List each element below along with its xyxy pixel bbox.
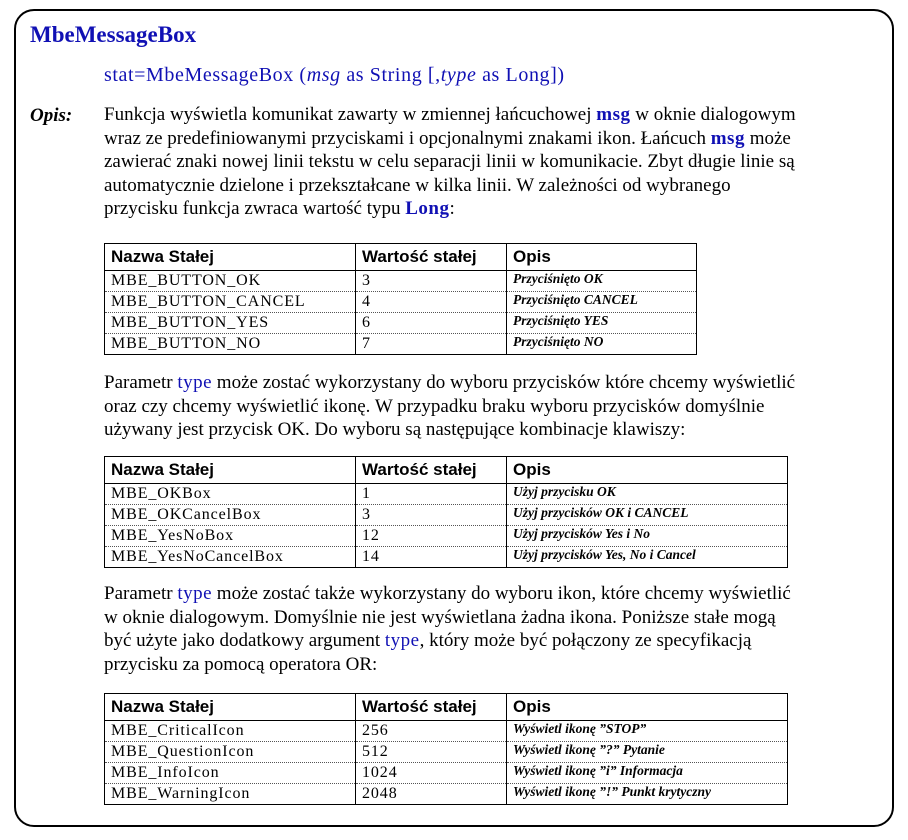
constant-description: Przyciśnięto YES bbox=[507, 313, 697, 334]
para-text: Parametr bbox=[104, 583, 178, 604]
para-text: być użyte jako dodatkowy argument bbox=[104, 630, 385, 651]
table-row bbox=[105, 334, 697, 355]
table-row bbox=[105, 292, 697, 313]
table-row bbox=[105, 484, 788, 505]
para-text: używany jest przycisk OK. Do wyboru są następujące kombinacje klawiszy: bbox=[104, 419, 686, 440]
constant-description: Użyj przycisków Yes, No i Cancel bbox=[507, 547, 788, 568]
button-constants-table bbox=[104, 243, 697, 355]
icon-constants-table bbox=[104, 693, 788, 805]
keyword-type: type bbox=[177, 372, 213, 393]
constant-name: MBE_BUTTON_CANCEL bbox=[105, 292, 356, 313]
syntax-middle: as String [, bbox=[340, 64, 441, 86]
header-value: Wartość stałej bbox=[356, 457, 507, 484]
syntax-arg-msg: msg bbox=[306, 64, 341, 86]
intro-text: może bbox=[744, 127, 791, 149]
table-row bbox=[105, 505, 788, 526]
type-buttons-paragraph bbox=[104, 371, 795, 442]
constant-value: 14 bbox=[356, 547, 507, 568]
box-constants-table bbox=[104, 456, 788, 568]
table-row bbox=[105, 763, 788, 784]
constant-description: Wyświetl ikonę ”!” Punkt krytyczny bbox=[507, 784, 788, 805]
table-row bbox=[105, 742, 788, 763]
keyword-long: Long bbox=[405, 198, 450, 219]
intro-text: zawierać znaki nowej linii tekstu w celu separacji linii w komunikacie. Zbyt długie linie są bbox=[104, 151, 795, 172]
constant-value: 12 bbox=[356, 526, 507, 547]
constant-description: Wyświetl ikonę ”STOP” bbox=[507, 721, 788, 742]
intro-text: wraz ze predefiniowanymi przyciskami i opcjonalnymi znakami ikon. Łańcuch bbox=[104, 127, 711, 149]
para-text: , który może być połączony ze specyfikacją bbox=[419, 630, 752, 651]
syntax-arg-type: type bbox=[440, 64, 477, 86]
constant-description: Użyj przycisków Yes i No bbox=[507, 526, 788, 547]
syntax-prefix: stat=MbeMessageBox ( bbox=[104, 64, 307, 86]
header-name: Nazwa Stałej bbox=[105, 457, 356, 484]
constant-description: Użyj przycisku OK bbox=[507, 484, 788, 505]
intro-text: Funkcja wyświetla komunikat zawarty w zmiennej łańcuchowej bbox=[104, 104, 597, 125]
para-text: może zostać wykorzystany do wyboru przycisków które chcemy wyświetlić bbox=[212, 372, 796, 393]
header-description: Opis bbox=[507, 694, 788, 721]
constant-name: MBE_YesNoBox bbox=[105, 526, 356, 547]
constant-description: Przyciśnięto CANCEL bbox=[507, 292, 697, 313]
header-name: Nazwa Stałej bbox=[105, 244, 356, 271]
para-text: oraz czy chcemy wyświetlić ikonę. W przypadku braku wyboru przycisków domyślnie bbox=[104, 395, 765, 417]
constant-description: Wyświetl ikonę ”?” Pytanie bbox=[507, 742, 788, 763]
header-description: Opis bbox=[507, 457, 788, 484]
para-text: w oknie dialogowym. Domyślnie nie jest wyświetlana żadna ikona. Poniższe stałe mogą bbox=[104, 606, 776, 628]
intro-text: automatycznie dzielone i przekształcane w kilka linii. W zależności od wybranego bbox=[104, 174, 731, 196]
keyword-type: type bbox=[177, 583, 213, 604]
constant-description: Wyświetl ikonę ”i” Informacja bbox=[507, 763, 788, 784]
syntax-suffix: as Long]) bbox=[476, 64, 565, 86]
intro-text: przycisku funkcja zwraca wartość typu bbox=[104, 198, 406, 219]
table-row bbox=[105, 526, 788, 547]
constant-description: Przyciśnięto NO bbox=[507, 334, 697, 355]
header-name: Nazwa Stałej bbox=[105, 694, 356, 721]
intro-text: : bbox=[449, 198, 455, 219]
table-row bbox=[105, 784, 788, 805]
constant-name: MBE_BUTTON_YES bbox=[105, 313, 356, 334]
constant-value: 1 bbox=[356, 484, 507, 505]
table-row bbox=[105, 721, 788, 742]
intro-paragraph bbox=[104, 103, 796, 221]
table-row bbox=[105, 271, 697, 292]
constant-value: 7 bbox=[356, 334, 507, 355]
constant-description: Użyj przycisków OK i CANCEL bbox=[507, 505, 788, 526]
constant-value: 1024 bbox=[356, 763, 507, 784]
table-row bbox=[105, 313, 697, 334]
keyword-type: type bbox=[384, 630, 420, 651]
intro-text: w oknie dialogowym bbox=[630, 104, 796, 125]
table-row bbox=[105, 547, 788, 568]
constant-name: MBE_CriticalIcon bbox=[105, 721, 356, 742]
type-icons-paragraph bbox=[104, 582, 791, 676]
constant-name: MBE_QuestionIcon bbox=[105, 742, 356, 763]
constant-name: MBE_InfoIcon bbox=[105, 763, 356, 784]
constant-name: MBE_BUTTON_OK bbox=[105, 271, 356, 292]
constant-name: MBE_WarningIcon bbox=[111, 785, 251, 802]
header-value: Wartość stałej bbox=[356, 244, 507, 271]
keyword-msg: msg bbox=[596, 104, 631, 125]
header-value: Wartość stałej bbox=[356, 694, 507, 721]
page-title: MbeMessageBox bbox=[30, 22, 197, 47]
keyword-msg: msg bbox=[710, 127, 745, 149]
constant-value: 2048 bbox=[356, 784, 507, 805]
constant-value: 3 bbox=[356, 505, 507, 526]
constant-name: MBE_BUTTON_NO bbox=[111, 335, 262, 352]
para-text: przycisku za pomocą operatora OR: bbox=[104, 653, 378, 675]
para-text: może zostać także wykorzystany do wyboru ikon, które chcemy wyświetlić bbox=[212, 583, 791, 604]
constant-description: Przyciśnięto OK bbox=[507, 271, 697, 292]
constant-value: 3 bbox=[356, 271, 507, 292]
description-label: Opis: bbox=[30, 105, 73, 126]
constant-name: MBE_OKBox bbox=[105, 484, 356, 505]
constant-value: 512 bbox=[356, 742, 507, 763]
constant-name: MBE_OKCancelBox bbox=[105, 505, 356, 526]
function-syntax bbox=[104, 64, 565, 87]
constant-value: 4 bbox=[356, 292, 507, 313]
constant-value: 256 bbox=[356, 721, 507, 742]
para-text: Parametr bbox=[104, 372, 178, 393]
constant-value: 6 bbox=[356, 313, 507, 334]
constant-name: MBE_YesNoCancelBox bbox=[111, 548, 284, 565]
header-description: Opis bbox=[507, 244, 697, 271]
